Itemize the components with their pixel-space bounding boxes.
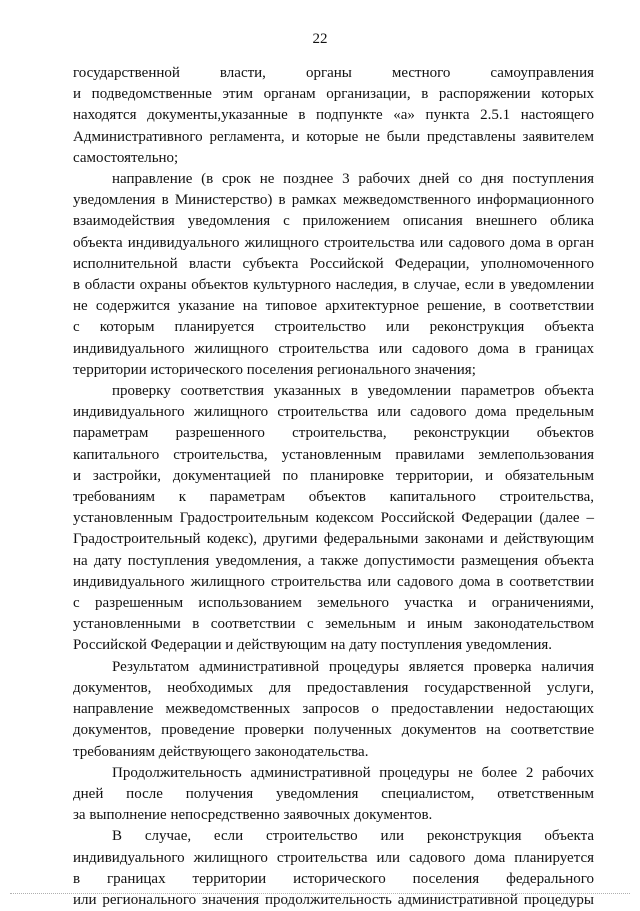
text-line: направление (в срок не позднее 3 рабочих дней со дня поступления <box>112 171 594 188</box>
text-line: не содержится указание на типовое архитектурное решение, в соответствии <box>73 298 594 315</box>
text-line: за выполнение непосредственно заявочных документов. <box>73 807 433 824</box>
paragraph <box>73 657 594 763</box>
text-line: дней после получения уведомления специалистом, ответственным <box>73 785 594 802</box>
text-line: в области охраны объектов культурного наследия, в случае, если в уведомлении <box>73 277 594 294</box>
document-body <box>73 63 594 911</box>
text-line: Градостроительный кодекс), другими федеральными законами и действующим <box>73 531 594 548</box>
text-line: индивидуального жилищного строительства или садового дома предельным <box>73 404 594 421</box>
text-line: индивидуального жилищного строительства или садового дома в границах <box>73 340 594 357</box>
text-line: проверку соответствия указанных в уведомлении параметров объекта <box>112 383 594 400</box>
text-line: установленными в соответствии с земельным и иным законодательством <box>73 616 594 633</box>
paragraph <box>73 381 594 657</box>
paragraph <box>73 826 594 911</box>
paragraph <box>73 169 594 381</box>
text-line: самостоятельно; <box>73 149 179 166</box>
text-line: Российской Федерации и действующим на дату поступления уведомления. <box>73 637 553 654</box>
text-line: исполнительной власти субъекта Российской Федерации, уполномоченного <box>73 255 594 272</box>
page-number: 22 <box>312 31 328 47</box>
text-line: документов, необходимых для предоставления государственной услуги, <box>73 679 594 696</box>
text-line: капитального строительства, установленным правилами землепользования <box>73 446 594 463</box>
text-line: или регионального значения продолжительность административной процедуры <box>73 891 594 908</box>
text-line: с разрешенным использованием земельного участка и ограничениями, <box>73 595 594 612</box>
text-line: В случае, если строительство или реконструкция объекта <box>112 828 594 845</box>
text-line: Результатом административной процедуры является проверка наличия <box>112 658 594 675</box>
text-line: документов, проведение проверки полученных документов на соответствие <box>73 722 594 739</box>
text-line: параметрам разрешенного строительства, реконструкции объектов <box>73 425 594 442</box>
text-line: требованиям действующего законодательства. <box>73 743 369 760</box>
text-line: индивидуального жилищного строительства или садового дома в соответствии <box>73 573 594 590</box>
text-line: требованиям к параметрам объектов капитального строительства, <box>73 489 594 506</box>
text-line: находятся документы,указанные в подпункте «а» пункта 2.5.1 настоящего <box>73 107 594 124</box>
text-line: Продолжительность административной процедуры не более 2 рабочих <box>112 764 594 781</box>
text-line: индивидуального жилищного строительства или садового дома планируется <box>73 849 594 866</box>
text-line: объекта индивидуального жилищного строительства или садового дома в орган <box>73 234 594 251</box>
text-line: государственной власти, органы местного самоуправления <box>73 65 594 81</box>
paragraph <box>73 63 594 169</box>
paragraph <box>73 763 594 827</box>
text-line: территории исторического поселения регионального значения; <box>73 361 476 378</box>
page-bottom-edge <box>10 893 630 894</box>
text-line: в границах территории исторического поселения федерального <box>73 870 594 887</box>
text-line: на дату поступления уведомления, а также допустимости размещения объекта <box>73 552 594 569</box>
text-line: взаимодействия уведомления с приложением описания внешнего облика <box>73 213 594 230</box>
text-line: с которым планируется строительство или реконструкция объекта <box>73 319 594 336</box>
text-line: Административного регламента, и которые не были представлены заявителем <box>73 128 594 145</box>
text-line: уведомления в Министерство) в рамках межведомственного информационного <box>73 192 594 209</box>
text-line: и застройки, документацией по планировке территории, и обязательным <box>73 467 594 484</box>
text-line: и подведомственные этим органам организации, в распоряжении которых <box>73 86 594 103</box>
text-line: установленным Градостроительным кодексом Российской Федерации (далее – <box>73 510 594 527</box>
text-line: направление межведомственных запросов о предоставлении недостающих <box>73 701 594 718</box>
